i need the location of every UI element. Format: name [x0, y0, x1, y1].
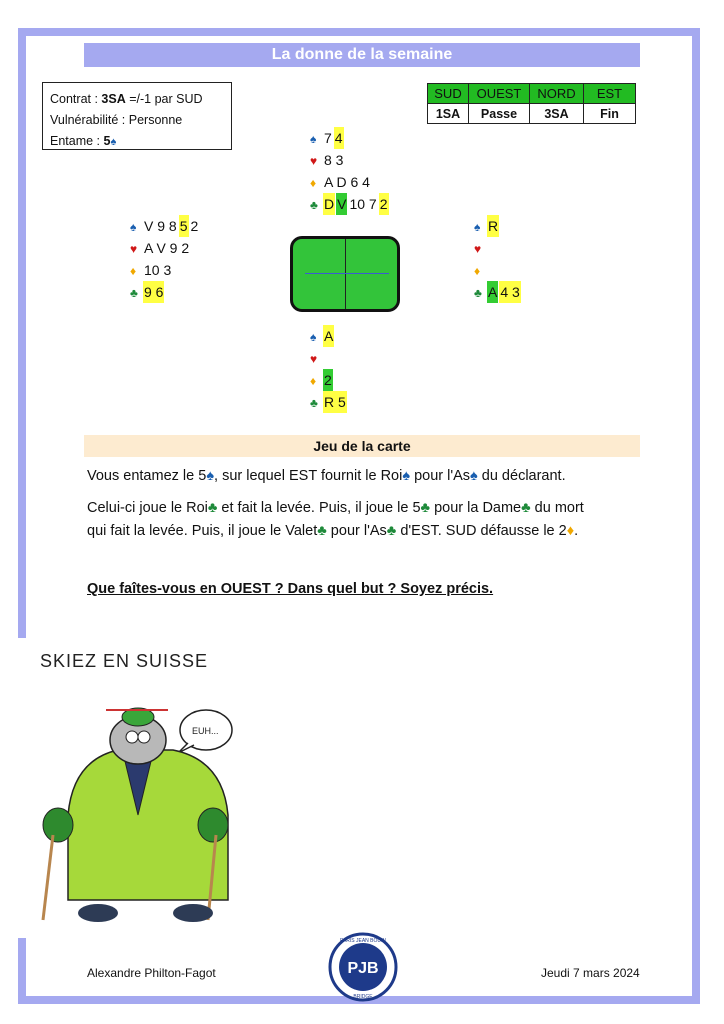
card: A D 6 4: [324, 174, 370, 190]
card-highlighted-green: 2: [323, 369, 333, 391]
logo-text: PJB: [347, 960, 379, 977]
club-icon: ♣: [207, 500, 218, 516]
text: Vous entamez le 5: [87, 468, 207, 484]
hand-west: [130, 215, 200, 303]
card: V 9 8: [144, 218, 177, 234]
spade-icon: ♠: [470, 468, 478, 484]
page-title: La donne de la semaine: [84, 43, 640, 67]
author: Alexandre Philton-Fagot: [87, 966, 216, 980]
vulnerability: Vulnérabilité : Personne: [50, 113, 183, 127]
cartoon-illustration: [28, 645, 258, 935]
card-highlighted-green: A: [487, 281, 498, 303]
text: du mort: [530, 500, 584, 516]
card: A V 9 2: [144, 240, 190, 256]
bid-ouest: Passe: [469, 104, 530, 124]
text: et fait la levée. Puis, il joue le 5: [217, 500, 421, 516]
card: 10 3: [144, 262, 172, 278]
diamond-icon: ♦: [474, 264, 481, 278]
text: d'EST. SUD défausse le 2: [396, 523, 567, 539]
lead-label: Entame :: [50, 134, 104, 148]
card-highlighted: R: [487, 215, 499, 237]
bid-header-ouest: OUEST: [469, 84, 530, 104]
diamond-icon: ♦: [566, 523, 575, 539]
bid-header-sud: SUD: [428, 84, 469, 104]
heart-icon: ♥: [310, 352, 318, 366]
page-frame-left-lower: [18, 938, 26, 1004]
bid-header-nord: NORD: [530, 84, 584, 104]
spade-icon: ♠: [206, 468, 215, 484]
text: pour la Dame: [430, 500, 522, 516]
club-icon: ♣: [317, 523, 327, 539]
heart-icon: ♥: [130, 242, 138, 256]
club-logo: [328, 932, 398, 1002]
card: 7: [324, 130, 332, 146]
spade-icon: ♠: [310, 330, 317, 344]
contract-rest: =/-1 par SUD: [125, 92, 203, 106]
text: du déclarant.: [477, 468, 566, 484]
card-highlighted: D: [323, 193, 335, 215]
contract-label: Contrat :: [50, 92, 102, 106]
bidding-table: [427, 83, 636, 124]
card-highlighted: 4: [334, 127, 344, 149]
page-frame-top: [18, 28, 700, 36]
logo-ring-bottom: BRIDGE: [353, 994, 373, 1000]
spade-icon: ♠: [130, 220, 137, 234]
text: qui fait la levée. Puis, il joue le Valet: [87, 523, 318, 539]
card-highlighted-green: V: [336, 193, 347, 215]
logo-ring-top: PARIS JEAN BOUIN: [339, 938, 387, 944]
text: pour l'As: [410, 468, 471, 484]
text: .: [574, 523, 579, 539]
diamond-icon: ♦: [310, 374, 317, 388]
club-icon: ♣: [386, 523, 397, 539]
diamond-icon: ♦: [310, 176, 317, 190]
hand-east: [474, 215, 522, 303]
spade-icon: ♠: [310, 132, 317, 146]
contract-box: [42, 82, 232, 150]
page-frame-left: [18, 28, 26, 638]
question: Que faîtes-vous en OUEST ? Dans quel but ? Soyez précis.: [87, 581, 494, 597]
table-divider-horizontal: [305, 273, 389, 274]
card-highlighted: R 5: [323, 391, 347, 413]
club-icon: ♣: [310, 396, 318, 410]
club-icon: ♣: [420, 500, 431, 516]
contract-value: 3SA: [101, 92, 126, 106]
club-icon: ♣: [310, 198, 318, 212]
heart-icon: ♥: [474, 242, 482, 256]
text: pour l'As: [326, 523, 387, 539]
spade-icon: ♠: [110, 136, 117, 148]
page-frame-right: [692, 28, 700, 1004]
cartoon-caption: SKIEZ EN SUISSE: [40, 651, 209, 671]
bubble-text: EUH...: [192, 726, 219, 736]
bid-nord: 3SA: [530, 104, 584, 124]
spade-icon: ♠: [402, 468, 411, 484]
text: Celui-ci joue le Roi: [87, 500, 208, 516]
card: 2: [190, 218, 199, 234]
club-icon: ♣: [474, 286, 482, 300]
hand-south: [310, 325, 348, 413]
bid-header-est: EST: [584, 84, 636, 104]
diamond-icon: ♦: [130, 264, 137, 278]
club-icon: ♣: [130, 286, 138, 300]
bid-sud: 1SA: [428, 104, 469, 124]
table-divider-vertical: [345, 239, 346, 309]
card-highlighted: 4 3: [499, 281, 520, 303]
heart-icon: ♥: [310, 154, 318, 168]
spade-icon: ♠: [474, 220, 481, 234]
play-paragraph-2: [87, 497, 639, 543]
card-highlighted: 9 6: [143, 281, 164, 303]
hand-north: [310, 127, 390, 215]
club-icon: ♣: [521, 500, 531, 516]
card: 10 7: [349, 196, 377, 212]
lead-value: 5: [103, 134, 111, 148]
play-paragraph-1: [87, 465, 639, 488]
bid-est: Fin: [584, 104, 636, 124]
card-highlighted: 5: [179, 215, 189, 237]
play-heading: Jeu de la carte: [84, 435, 640, 457]
card-highlighted: 2: [379, 193, 389, 215]
card: 8 3: [324, 152, 344, 168]
text: , sur lequel EST fournit le Roi: [214, 468, 403, 484]
card-highlighted: A: [323, 325, 334, 347]
date: Jeudi 7 mars 2024: [541, 966, 640, 980]
